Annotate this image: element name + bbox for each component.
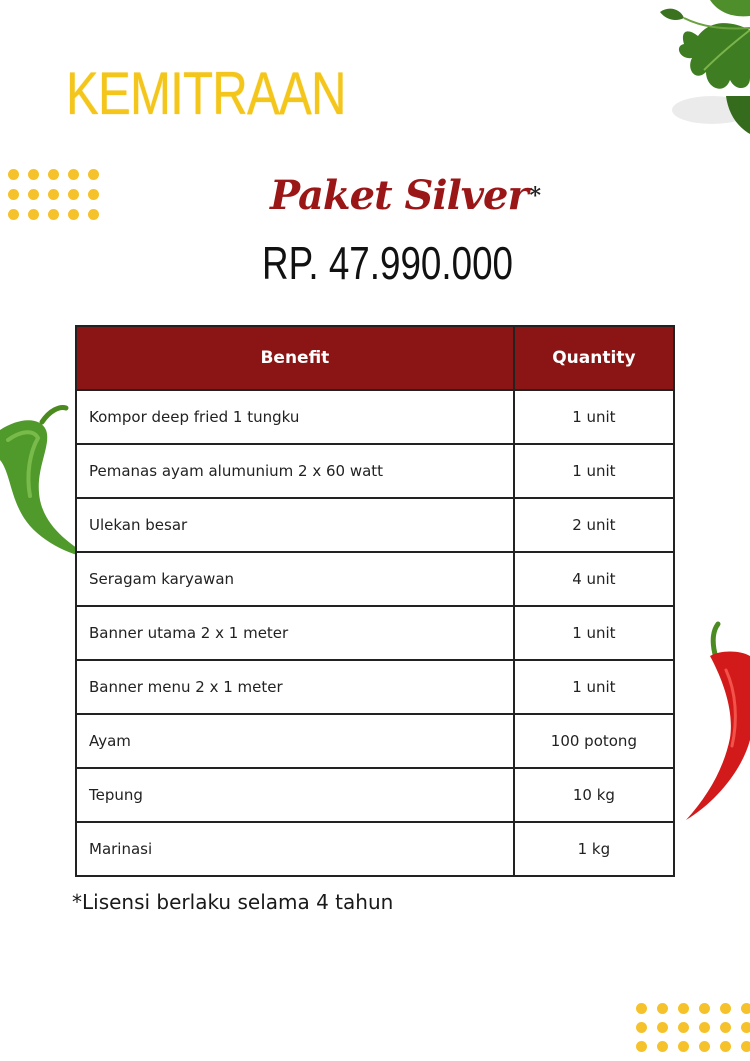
- quantity-cell: 1 unit: [514, 444, 674, 498]
- benefit-cell: Ayam: [76, 714, 514, 768]
- quantity-cell: 1 unit: [514, 606, 674, 660]
- table-row: [76, 822, 674, 876]
- table-header-row: [76, 326, 674, 390]
- table-row: [76, 390, 674, 444]
- quantity-cell: 100 potong: [514, 714, 674, 768]
- benefit-cell: Seragam karyawan: [76, 552, 514, 606]
- package-price: RP. 47.990.000: [262, 237, 514, 289]
- decorative-dot-grid: [8, 169, 99, 220]
- package-name: [270, 170, 540, 222]
- quantity-cell: 1 kg: [514, 822, 674, 876]
- quantity-cell: 2 unit: [514, 498, 674, 552]
- table-row: [76, 768, 674, 822]
- package-marker: *: [529, 183, 541, 209]
- benefit-cell: Tepung: [76, 768, 514, 822]
- table-row: [76, 714, 674, 768]
- benefit-cell: Marinasi: [76, 822, 514, 876]
- table-row: [76, 444, 674, 498]
- column-header-benefit: Benefit: [76, 326, 514, 390]
- decorative-dot-grid-bottom: [636, 1003, 750, 1052]
- quantity-cell: 1 unit: [514, 660, 674, 714]
- benefit-cell: Banner menu 2 x 1 meter: [76, 660, 514, 714]
- column-header-quantity: Quantity: [514, 326, 674, 390]
- page-title: KEMITRAAN: [66, 60, 346, 127]
- benefit-table: [75, 325, 675, 877]
- table-row: [76, 606, 674, 660]
- red-chili-icon: [680, 620, 750, 825]
- quantity-cell: 1 unit: [514, 390, 674, 444]
- quantity-cell: 10 kg: [514, 768, 674, 822]
- license-footnote: *Lisensi berlaku selama 4 tahun: [72, 890, 394, 914]
- benefit-cell: Ulekan besar: [76, 498, 514, 552]
- table-row: [76, 552, 674, 606]
- benefit-cell: Banner utama 2 x 1 meter: [76, 606, 514, 660]
- parsley-leaf-icon: [640, 0, 750, 150]
- benefit-cell: Kompor deep fried 1 tungku: [76, 390, 514, 444]
- benefit-cell: Pemanas ayam alumunium 2 x 60 watt: [76, 444, 514, 498]
- table-row: [76, 660, 674, 714]
- table-row: [76, 498, 674, 552]
- quantity-cell: 4 unit: [514, 552, 674, 606]
- package-name-text: Paket Silver: [270, 172, 528, 219]
